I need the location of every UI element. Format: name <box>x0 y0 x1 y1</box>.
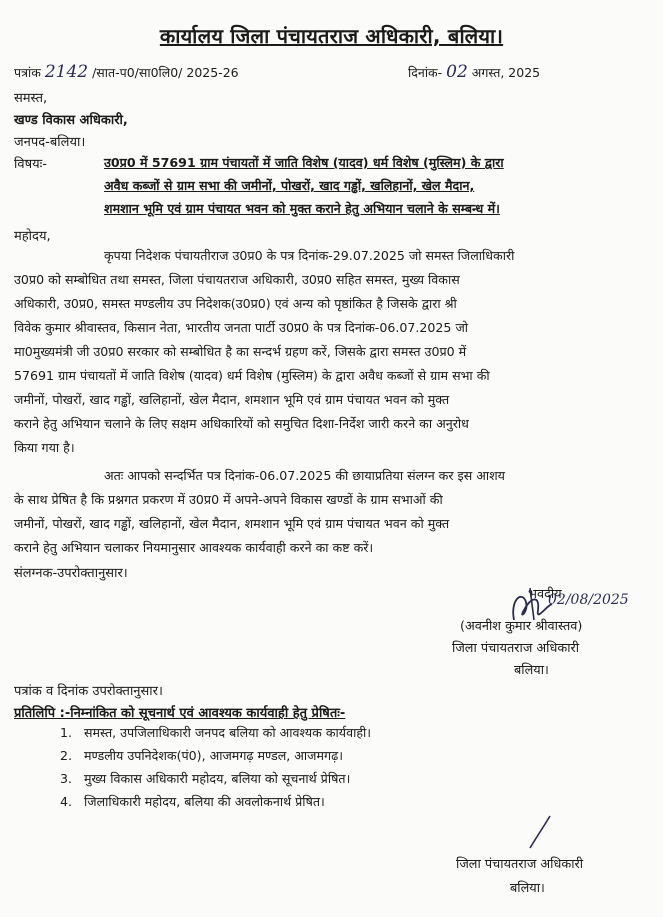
paragraph1-line-2: उ0प्र0 को सम्बोधित तथा समस्त, जिला पंचायतराज अधिकारी, उ0प्र0 सहित समस्त, मुख्य विकास <box>14 272 460 287</box>
signatory-name: (अवनीश कुमार श्रीवास्तव) <box>460 619 583 634</box>
salutation: महोदय, <box>14 229 51 244</box>
addressee-line-3: जनपद-बलिया। <box>14 135 86 150</box>
subject-label: विषयः- <box>14 157 47 172</box>
reference-number <box>14 62 239 82</box>
date-day-handwritten: 02 <box>446 62 468 82</box>
office-heading: कार्यालय जिला पंचायतराज अधिकारी, बलिया। <box>159 24 504 48</box>
list-item: 4. जिलाधिकारी महोदय, बलिया की अवलोकनार्थ प्रेषित। <box>60 794 325 809</box>
copy-to-label: प्रतिलिपि :-निम्नांकित को सूचनार्थ एवं आवश्यक कार्यवाही हेतु प्रेषितः- <box>14 706 346 721</box>
subject-line-1: उ0प्र0 में 57691 ग्राम पंचायतों में जाति विशेष (यादव) धर्म विशेष (मुस्लिम) के द्वारा <box>104 155 504 170</box>
list-item: 2. मण्डलीय उपनिदेशक(पं0), आजमगढ़ मण्डल, आजमगढ़। <box>60 748 344 763</box>
paragraph2-line-4: कराने हेतु अभियान चलाकर नियमानुसार आवश्यक कार्यवाही करने का कष्ट करें। <box>14 540 374 555</box>
initial-mark <box>520 812 560 852</box>
addressee-line-1: समस्त, <box>14 91 48 106</box>
paragraph1-line-7: जमीनों, पोखरों, खाद गड्ढों, खलिहानों, खेल मैदान, शमशान भूमि एवं ग्राम पंचायत भवन को मुक्त <box>14 392 450 407</box>
paragraph1-line-3: अधिकारी, उ0प्र0, समस्त मण्डलीय उप निदेशक(उ0प्र0) एवं अन्य को पृष्ठांकित है जिसके द्वारा श्री <box>14 296 457 311</box>
signatory-designation: जिला पंचायतराज अधिकारी <box>452 641 580 656</box>
paragraph1-line-9: किया गया है। <box>14 440 75 455</box>
list-item: 1. समस्त, उपजिलाधिकारी जनपद बलिया को आवश्यक कार्यवाही। <box>60 725 372 740</box>
footer-designation: जिला पंचायतराज अधिकारी <box>456 857 584 872</box>
signature-date-handwritten: 02/08/2025 <box>548 592 629 608</box>
footer-place: बलिया। <box>510 881 545 896</box>
signatory-place: बलिया। <box>514 663 549 678</box>
paragraph1-line-6: 57691 ग्राम पंचायतों में जाति विशेष (यादव) धर्म विशेष (मुस्लिम) के द्वारा अवैध कब्जों से ग्राम सभा की <box>14 368 490 383</box>
letter-date <box>408 62 540 82</box>
addressee-line-2: खण्ड विकास अधिकारी, <box>14 113 128 128</box>
paragraph2-line-2: के साथ प्रेषित है कि प्रश्नगत प्रकरण में उ0प्र0 में अपने-अपने विकास खण्डों के ग्राम सभाओं की <box>14 492 443 507</box>
initial-stroke-icon <box>520 812 560 852</box>
reference-suffix: /सात-प0/सा0लि0/ 2025-26 <box>92 65 239 80</box>
list-item: 3. मुख्य विकास अधिकारी महोदय, बलिया को सूचनार्थ प्रेषित। <box>60 771 351 786</box>
reference-number-handwritten: 2142 <box>44 62 89 82</box>
paragraph1-line-5: मा0मुख्यमंत्री जी उ0प्र0 सरकार को सम्बोधित है का सन्दर्भ ग्रहण करें, जिसके द्वारा समस्त उ0प्र0 में <box>14 344 467 359</box>
enclosure-note: संलग्नक-उपरोक्तानुसार। <box>14 566 128 581</box>
paragraph2-line-1: अतः आपको सन्दर्भित पत्र दिनांक-06.07.2025 की छायाप्रतिया संलग्न कर इस आशय <box>104 468 505 483</box>
date-label: दिनांक- <box>408 65 443 80</box>
closing-text: भवदीय <box>528 587 562 602</box>
paragraph1-line-8: कराने हेतु अभियान चलाने के लिए सक्षम अधिकारियों को समुचित दिशा-निर्देश जारी करने का अनुरोध <box>14 416 469 431</box>
copy-to-list <box>60 724 371 816</box>
paragraph1-line-1: कृपया निदेशक पंचायतीराज उ0प्र0 के पत्र दिनांक-29.07.2025 जो समस्त जिलाधिकारी <box>104 248 515 263</box>
subject-line-3: शमशान भूमि एवं ग्राम पंचायत भवन को मुक्त कराने हेतु अभियान चलाने के सम्बन्ध में। <box>104 201 500 216</box>
endorsement-ref: पत्रांक व दिनांक उपरोक्तानुसार। <box>14 684 163 699</box>
subject-line-2: अवैध कब्जों से ग्राम सभा की जमीनों, पोखरों, खाद गड्ढों, खलिहानों, खेल मैदान, <box>104 178 475 193</box>
paragraph2-line-3: जमीनों, पोखरों, खाद गड्ढों, खलिहानों, खेल मैदान, शमशान भूमि एवं ग्राम पंचायत भवन को मुक्त <box>14 516 450 531</box>
date-rest: अगस्त, 2025 <box>471 65 541 80</box>
reference-prefix: पत्रांक <box>14 65 41 80</box>
paragraph1-line-4: विवेक कुमार श्रीवास्तव, किसान नेता, भारतीय जनता पार्टी उ0प्र0 के पत्र दिनांक-06.07.2025 जो <box>14 320 469 335</box>
